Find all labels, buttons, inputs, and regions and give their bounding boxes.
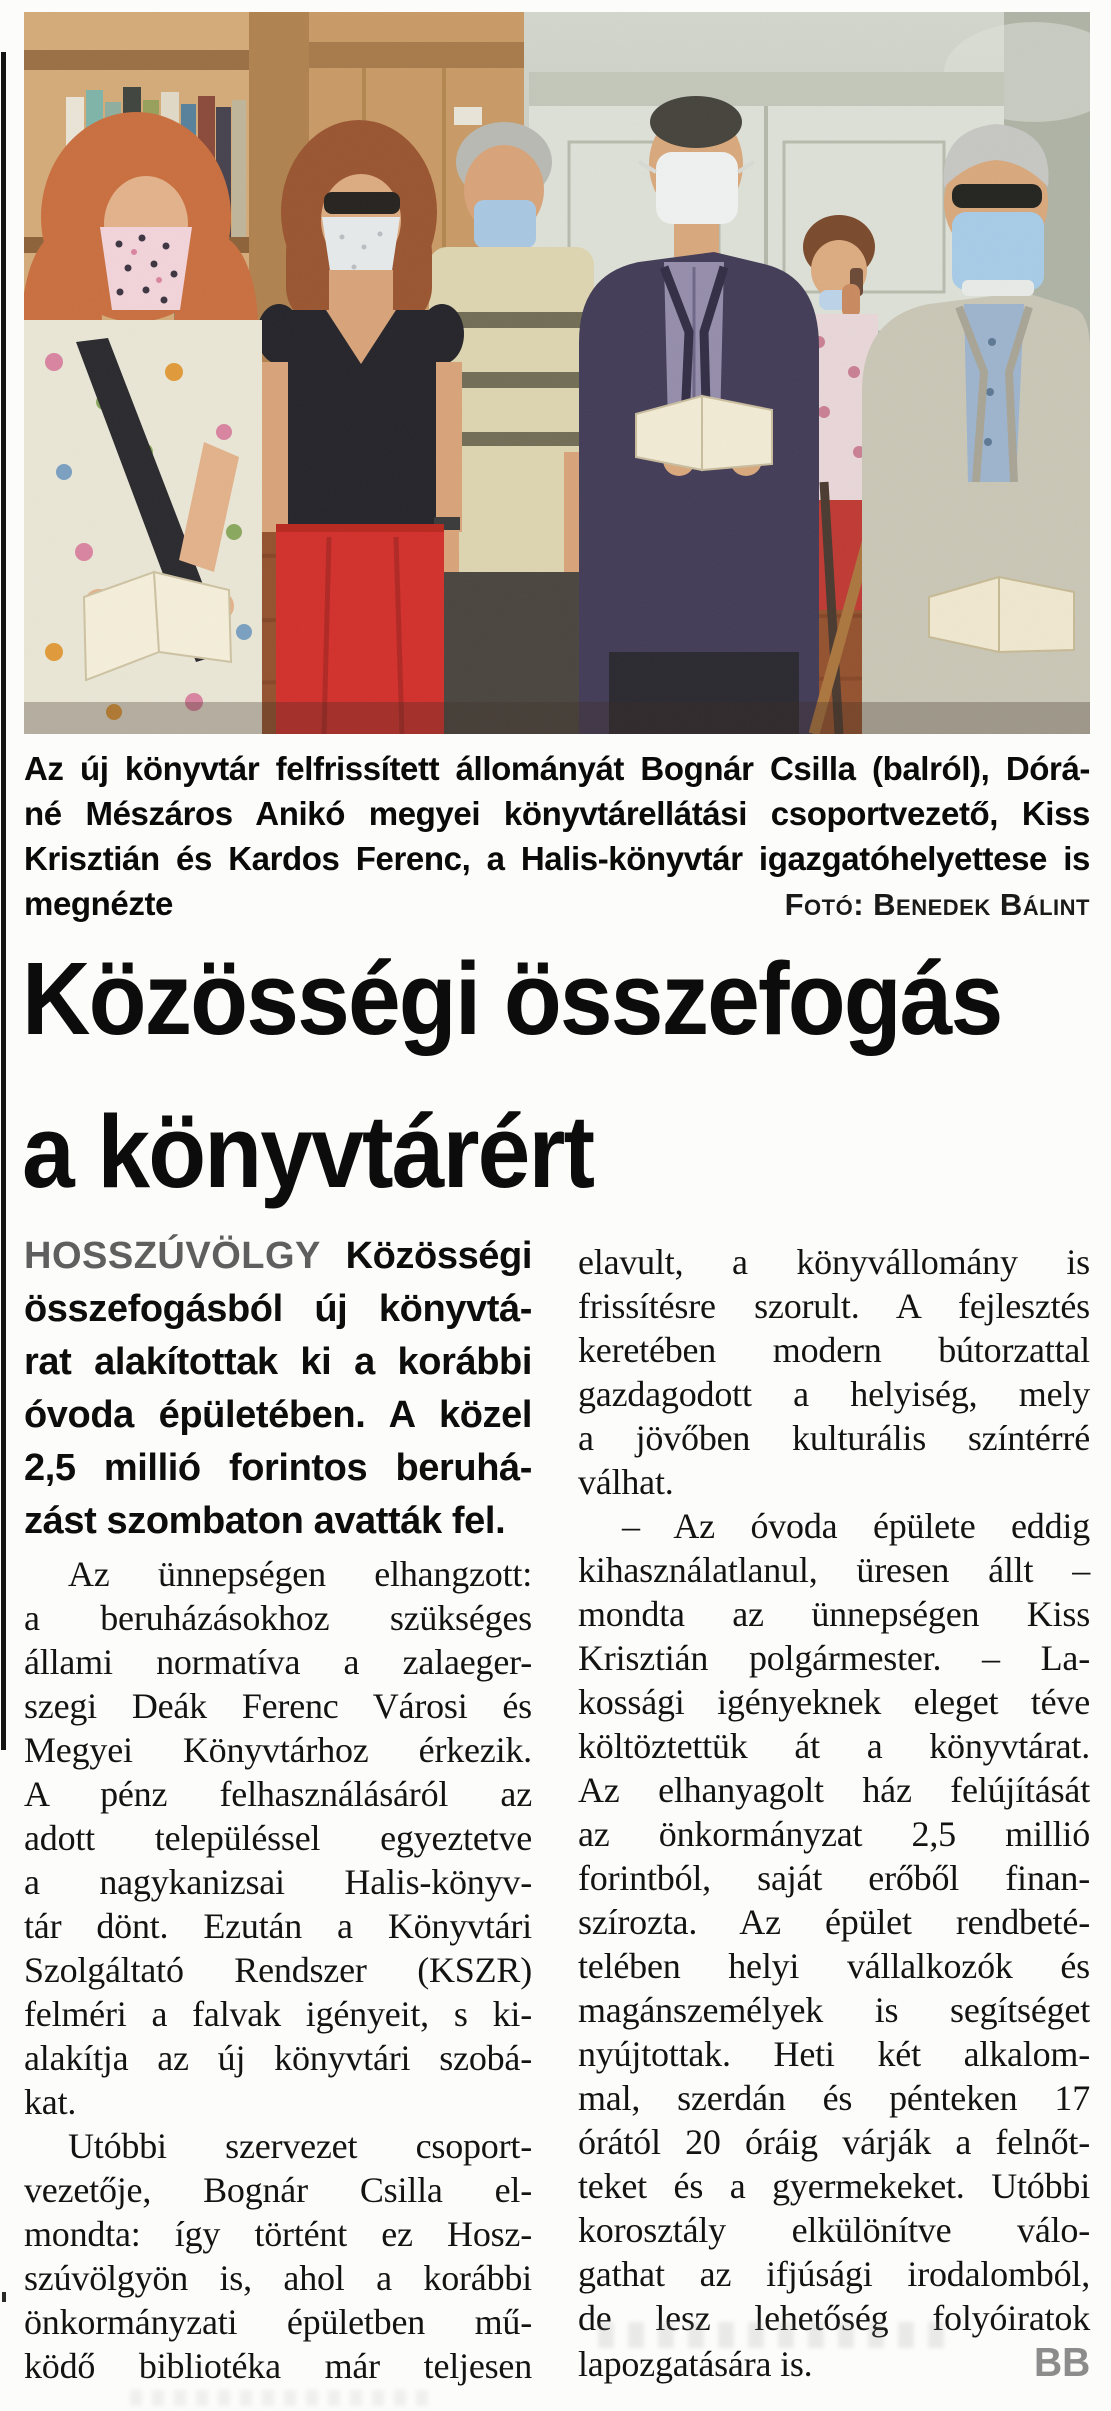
right-last-text: lapozgatására is. — [578, 2344, 813, 2384]
text-line: telében helyi vállalkozók és — [578, 1946, 1090, 1986]
text-line: Az elhanyagolt ház felújítását — [578, 1770, 1090, 1810]
text-line: nyújtottak. Heti két alkalom- — [578, 2034, 1090, 2074]
lead-lines — [24, 1283, 532, 1548]
right-paragraph-1 — [578, 1240, 1090, 1504]
left-paragraph-1 — [24, 1552, 532, 2124]
text-line: ködő bibliotéka már teljesen — [24, 2346, 532, 2386]
headline — [22, 938, 1108, 1244]
text-line: szúvölgyön is, ahol a korábbi — [24, 2258, 532, 2298]
text-line: Megyei Könyvtárhoz érkezik. — [24, 1730, 532, 1770]
text-line: magánszemélyek is segítséget — [578, 1990, 1090, 2030]
caption-last-line — [24, 881, 1090, 927]
text-line: forintból, saját erőből finan- — [578, 1858, 1090, 1898]
library-scene-illustration — [24, 12, 1090, 734]
text-line: a nagykanizsai Halis-könyv- — [24, 1862, 532, 1902]
text-line: Szolgáltató Rendszer (KSZR) — [24, 1950, 532, 1990]
text-line: mondta: így történt ez Hosz- — [24, 2214, 532, 2254]
text-line: vezetője, Bognár Csilla el- — [24, 2170, 532, 2210]
text-line: kossági igényeknek eleget téve — [578, 1682, 1090, 1722]
photo-credit: Fotó: Benedek Bálint — [784, 887, 1090, 922]
text-line: zást szombaton avatták fel. — [24, 1500, 506, 1542]
left-paragraph-2 — [24, 2124, 532, 2388]
text-line: állami normatíva a zalaeger- — [24, 1642, 532, 1682]
halftone-grain — [24, 12, 1090, 734]
headline-line-2: a könyvtárért — [22, 1094, 594, 1209]
text-line: kat. — [24, 2082, 77, 2122]
column-right — [578, 1230, 1090, 2388]
text-line: teket és a gyermekeket. Utóbbi — [578, 2166, 1090, 2206]
text-line: önkormányzati épületben mű- — [24, 2302, 532, 2342]
text-line: órától 20 óráig várják a felnőt- — [578, 2122, 1090, 2162]
article-photo — [24, 12, 1090, 734]
text-line: kihasználatlanul, üresen állt – — [578, 1550, 1090, 1590]
text-line: a jövőben kulturális színtérré — [578, 1418, 1090, 1458]
text-line: gathat az ifjúsági irodalomból, — [578, 2254, 1090, 2294]
text-line: tár dönt. Ezután a Könyvtári — [24, 1906, 532, 1946]
right-paragraph-2 — [578, 1504, 1090, 2340]
photo-caption — [24, 746, 1090, 927]
headline-line-1: Közösségi összefogás — [22, 941, 1002, 1056]
text-line: alakítja az új könyvtári szobá- — [24, 2038, 532, 2078]
print-bleed-artifact — [130, 2390, 430, 2406]
text-line: költöztettük át a könyvtárat. — [578, 1726, 1090, 1766]
text-line: gazdagodott a helyiség, mely — [578, 1374, 1090, 1414]
text-line: frissítésre szorult. A fejlesztés — [578, 1286, 1090, 1326]
text-line: összefogásból új könyvtá- — [24, 1288, 532, 1330]
text-line: óvoda épületében. A közel — [24, 1394, 532, 1436]
text-line: de lesz lehetőség folyóiratok — [578, 2298, 1090, 2338]
text-line: né Mészáros Anikó megyei könyvtárellátási csoportvezető, Kiss — [24, 795, 1090, 832]
author-initials: BB — [1033, 2339, 1090, 2385]
text-line: mondta az ünnepségen Kiss — [578, 1594, 1090, 1634]
text-line: mal, szerdán és pénteken 17 — [578, 2078, 1090, 2118]
text-line: 2,5 millió forintos beruhá- — [24, 1447, 532, 1489]
text-line: szegi Deák Ferenc Városi és — [24, 1686, 532, 1726]
lead-first-rest: Közösségi — [345, 1235, 532, 1277]
text-line: Krisztián polgármester. – La- — [578, 1638, 1090, 1678]
scan-edge-artifact — [1, 52, 6, 1750]
text-line: korosztály elkülönítve válo- — [578, 2210, 1090, 2250]
text-line: az önkormányzat 2,5 millió — [578, 1814, 1090, 1854]
scan-speck-artifact — [2, 2292, 6, 2302]
text-line: keretében modern bútorzattal — [578, 1330, 1090, 1370]
text-line: – Az óvoda épülete eddig — [622, 1506, 1090, 1546]
text-line: Az ünnepségen elhangzott: — [68, 1554, 532, 1594]
right-last-line — [578, 2340, 1090, 2386]
location-tag: HOSSZÚVÖLGY — [24, 1235, 321, 1277]
text-line: Az új könyvtár felfrissített állományát Bognár Csilla (balról), Dórá- — [24, 750, 1090, 787]
text-line: adott településsel egyeztetve — [24, 1818, 532, 1858]
text-line: A pénz felhasználásáról az — [24, 1774, 532, 1814]
text-line: a beruházásokhoz szükséges — [24, 1598, 532, 1638]
caption-lines — [24, 746, 1090, 881]
text-line: rat alakítottak ki a korábbi — [24, 1341, 532, 1383]
caption-last-text: megnézte — [24, 885, 174, 922]
lead-first-line — [24, 1230, 532, 1283]
column-left — [24, 1230, 532, 2388]
text-line: elavult, a könyvállomány is — [578, 1242, 1090, 1282]
article-body — [24, 1230, 1090, 2388]
text-line: Krisztián és Kardos Ferenc, a Halis-könyvtár igazgatóhelyettese is — [24, 840, 1090, 877]
text-line: felméri a falvak igényeit, s ki- — [24, 1994, 532, 2034]
text-line: válhat. — [578, 1462, 674, 1502]
text-line: Utóbbi szervezet csoport- — [68, 2126, 532, 2166]
lead-paragraph — [24, 1230, 532, 1548]
text-line: szírozta. Az épület rendbeté- — [578, 1902, 1090, 1942]
